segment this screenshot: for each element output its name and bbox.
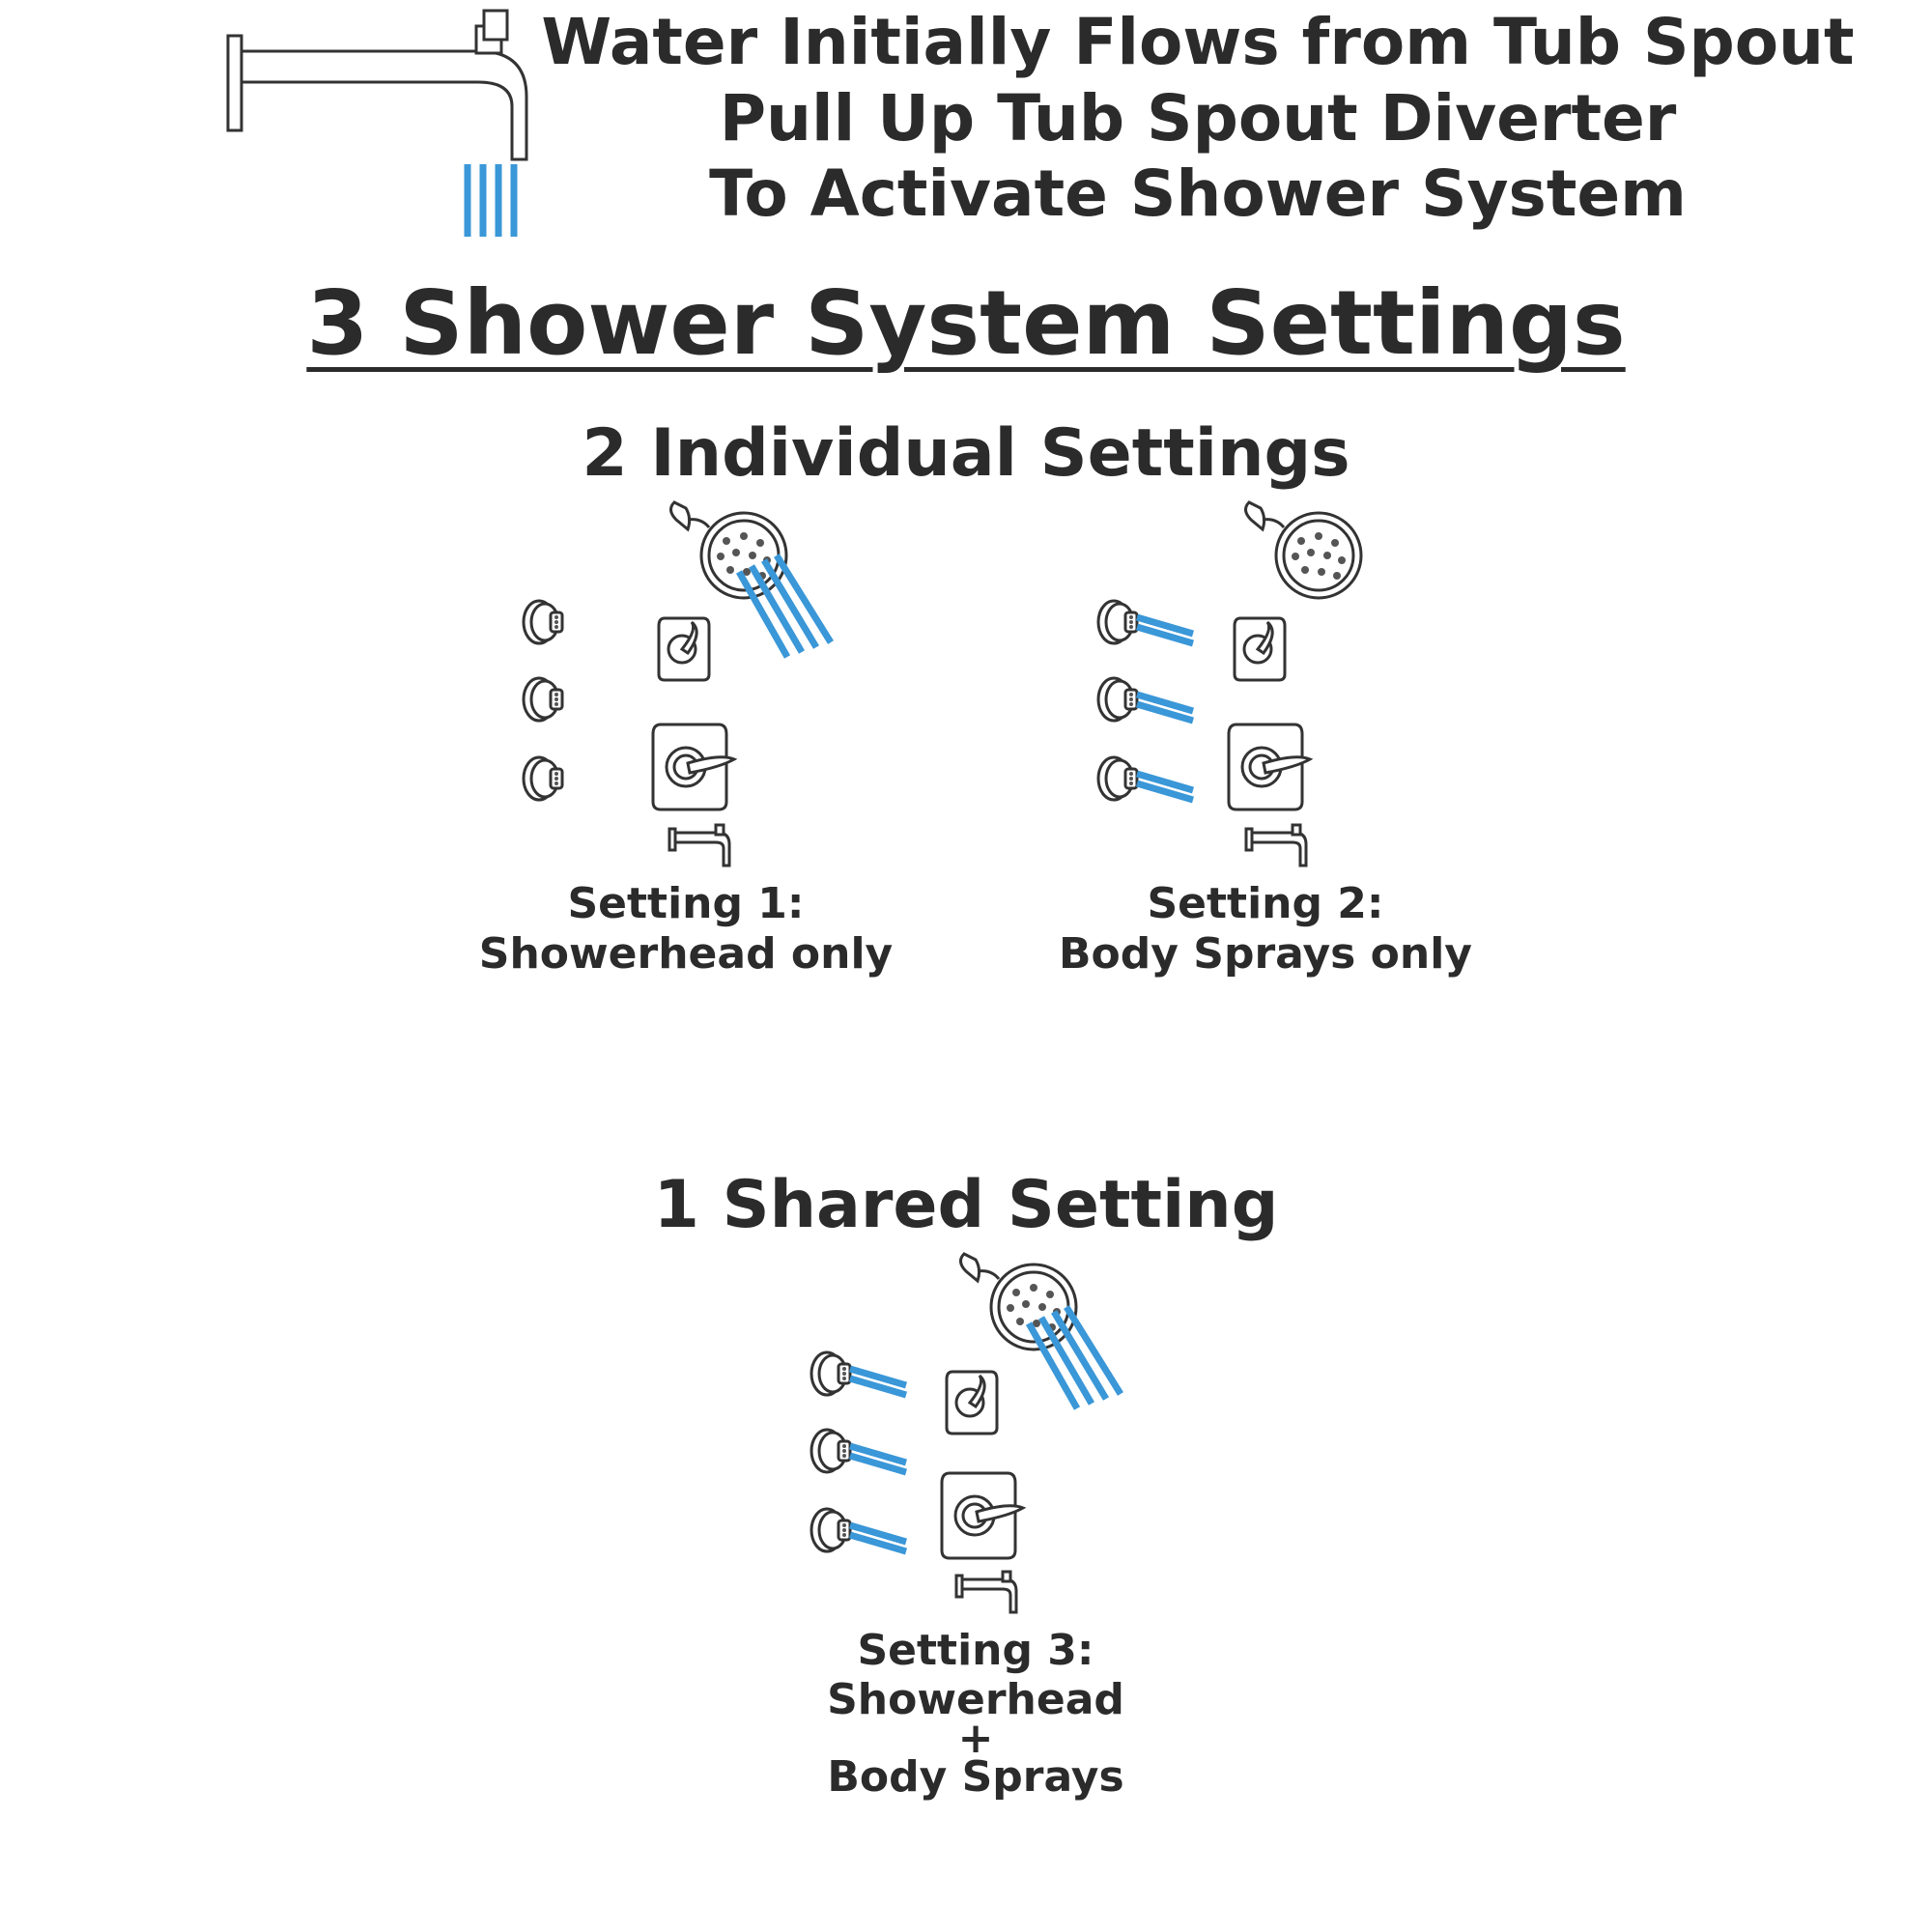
shower-valve-icon [653, 724, 750, 816]
setting-3-plus: + [957, 1714, 994, 1763]
shared-setting-heading: 1 Shared Setting [653, 1167, 1279, 1243]
body-spray-icon [1096, 599, 1232, 647]
intro-line-3: To Activate Shower System [709, 156, 1687, 231]
tub-spout-small-icon [956, 1570, 1024, 1618]
setting-2-description: Body Sprays only [1059, 929, 1472, 979]
diverter-valve-icon [1235, 618, 1293, 686]
body-spray-icon [810, 1350, 945, 1399]
setting-1-label: Setting 1: [567, 879, 805, 928]
body-spray-icon [522, 599, 570, 647]
intro-line-1: Water Initially Flows from Tub Spout [541, 5, 1855, 79]
body-spray-icon [522, 755, 570, 804]
diverter-valve-icon [659, 618, 717, 686]
individual-settings-heading: 2 Individual Settings [582, 415, 1350, 492]
setting-1-description: Showerhead only [478, 929, 894, 979]
setting-2-label: Setting 2: [1147, 879, 1384, 928]
body-spray-icon [810, 1507, 945, 1555]
setting-3-line-1: Showerhead [827, 1675, 1124, 1724]
diverter-valve-icon [947, 1372, 1005, 1439]
shower-valve-icon [1229, 724, 1325, 816]
tub-spout-icon [222, 5, 531, 242]
body-spray-icon [810, 1428, 945, 1476]
tub-spout-small-icon [1246, 823, 1314, 871]
body-spray-icon [522, 676, 570, 724]
page-title: 3 Shower System Settings [306, 271, 1626, 375]
body-spray-icon [1096, 676, 1232, 724]
showerhead-icon [1241, 502, 1367, 609]
intro-line-2: Pull Up Tub Spout Diverter [719, 81, 1677, 156]
body-spray-icon [1096, 755, 1232, 804]
tub-spout-small-icon [669, 823, 737, 871]
setting-3-label: Setting 3: [857, 1626, 1094, 1675]
shower-valve-icon [942, 1473, 1038, 1565]
setting-3-line-2: Body Sprays [827, 1752, 1124, 1802]
